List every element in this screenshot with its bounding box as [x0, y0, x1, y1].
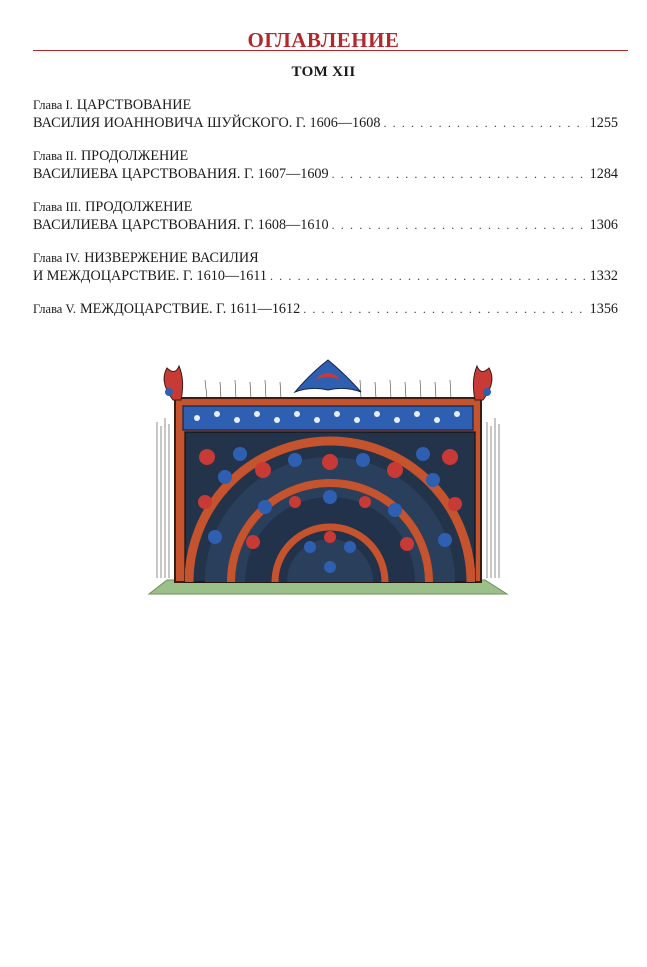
page-number: 1332 — [589, 268, 618, 284]
dot-leader — [332, 216, 587, 234]
chapter-prefix: Глава V. — [33, 302, 77, 316]
table-of-contents — [33, 96, 618, 333]
toc-entry-3[interactable] — [33, 198, 618, 234]
chapter-title-line1: МЕЖДОЦАРСТВИЕ. Г. 1611—1612 — [80, 301, 301, 317]
page-number: 1356 — [589, 301, 618, 317]
dot-leader — [383, 114, 586, 132]
chapter-prefix: Глава II. — [33, 149, 77, 163]
title-rule — [33, 50, 628, 51]
chapter-title-line2: ВАСИЛИЕВА ЦАРСТВОВАНИЯ. Г. 1608—1610 — [33, 217, 329, 233]
chapter-title-line1: ПРОДОЛЖЕНИЕ — [85, 199, 193, 215]
toc-entry-4[interactable] — [33, 249, 618, 285]
chapter-title-line2: ВАСИЛИЯ ИОАННОВИЧА ШУЙСКОГО. Г. 1606—1608 — [33, 115, 381, 131]
chapter-title-line1: ЦАРСТВОВАНИЕ — [76, 97, 192, 113]
ornament-blue-band — [183, 406, 473, 430]
toc-entry-2[interactable] — [33, 147, 618, 183]
illuminated-headpiece-ornament — [145, 352, 511, 600]
page-number: 1284 — [589, 166, 618, 182]
chapter-title-line2: ВАСИЛИЕВА ЦАРСТВОВАНИЯ. Г. 1607—1609 — [33, 166, 329, 182]
page-number: 1306 — [589, 217, 618, 233]
chapter-prefix: Глава I. — [33, 98, 73, 112]
ornament-finial-right — [473, 366, 492, 400]
chapter-title-line2: И МЕЖДОЦАРСТВИЕ. Г. 1610—1611 — [33, 268, 267, 284]
page-number: 1255 — [589, 115, 618, 131]
chapter-title-line1: НИЗВЕРЖЕНИЕ ВАСИЛИЯ — [84, 250, 259, 266]
toc-entry-5[interactable] — [33, 300, 618, 318]
dot-leader — [270, 267, 587, 285]
page-title: ОГЛАВЛЕНИЕ — [247, 28, 400, 52]
toc-entry-1[interactable] — [33, 96, 618, 132]
ornament-finial-left — [164, 366, 183, 400]
dot-leader — [303, 300, 586, 318]
chapter-prefix: Глава III. — [33, 200, 82, 214]
ornament-finial-center — [295, 360, 361, 392]
dot-leader — [332, 165, 587, 183]
chapter-title-line1: ПРОДОЛЖЕНИЕ — [80, 148, 189, 164]
chapter-prefix: Глава IV. — [33, 251, 81, 265]
volume-heading: ТОМ XII — [291, 64, 356, 80]
